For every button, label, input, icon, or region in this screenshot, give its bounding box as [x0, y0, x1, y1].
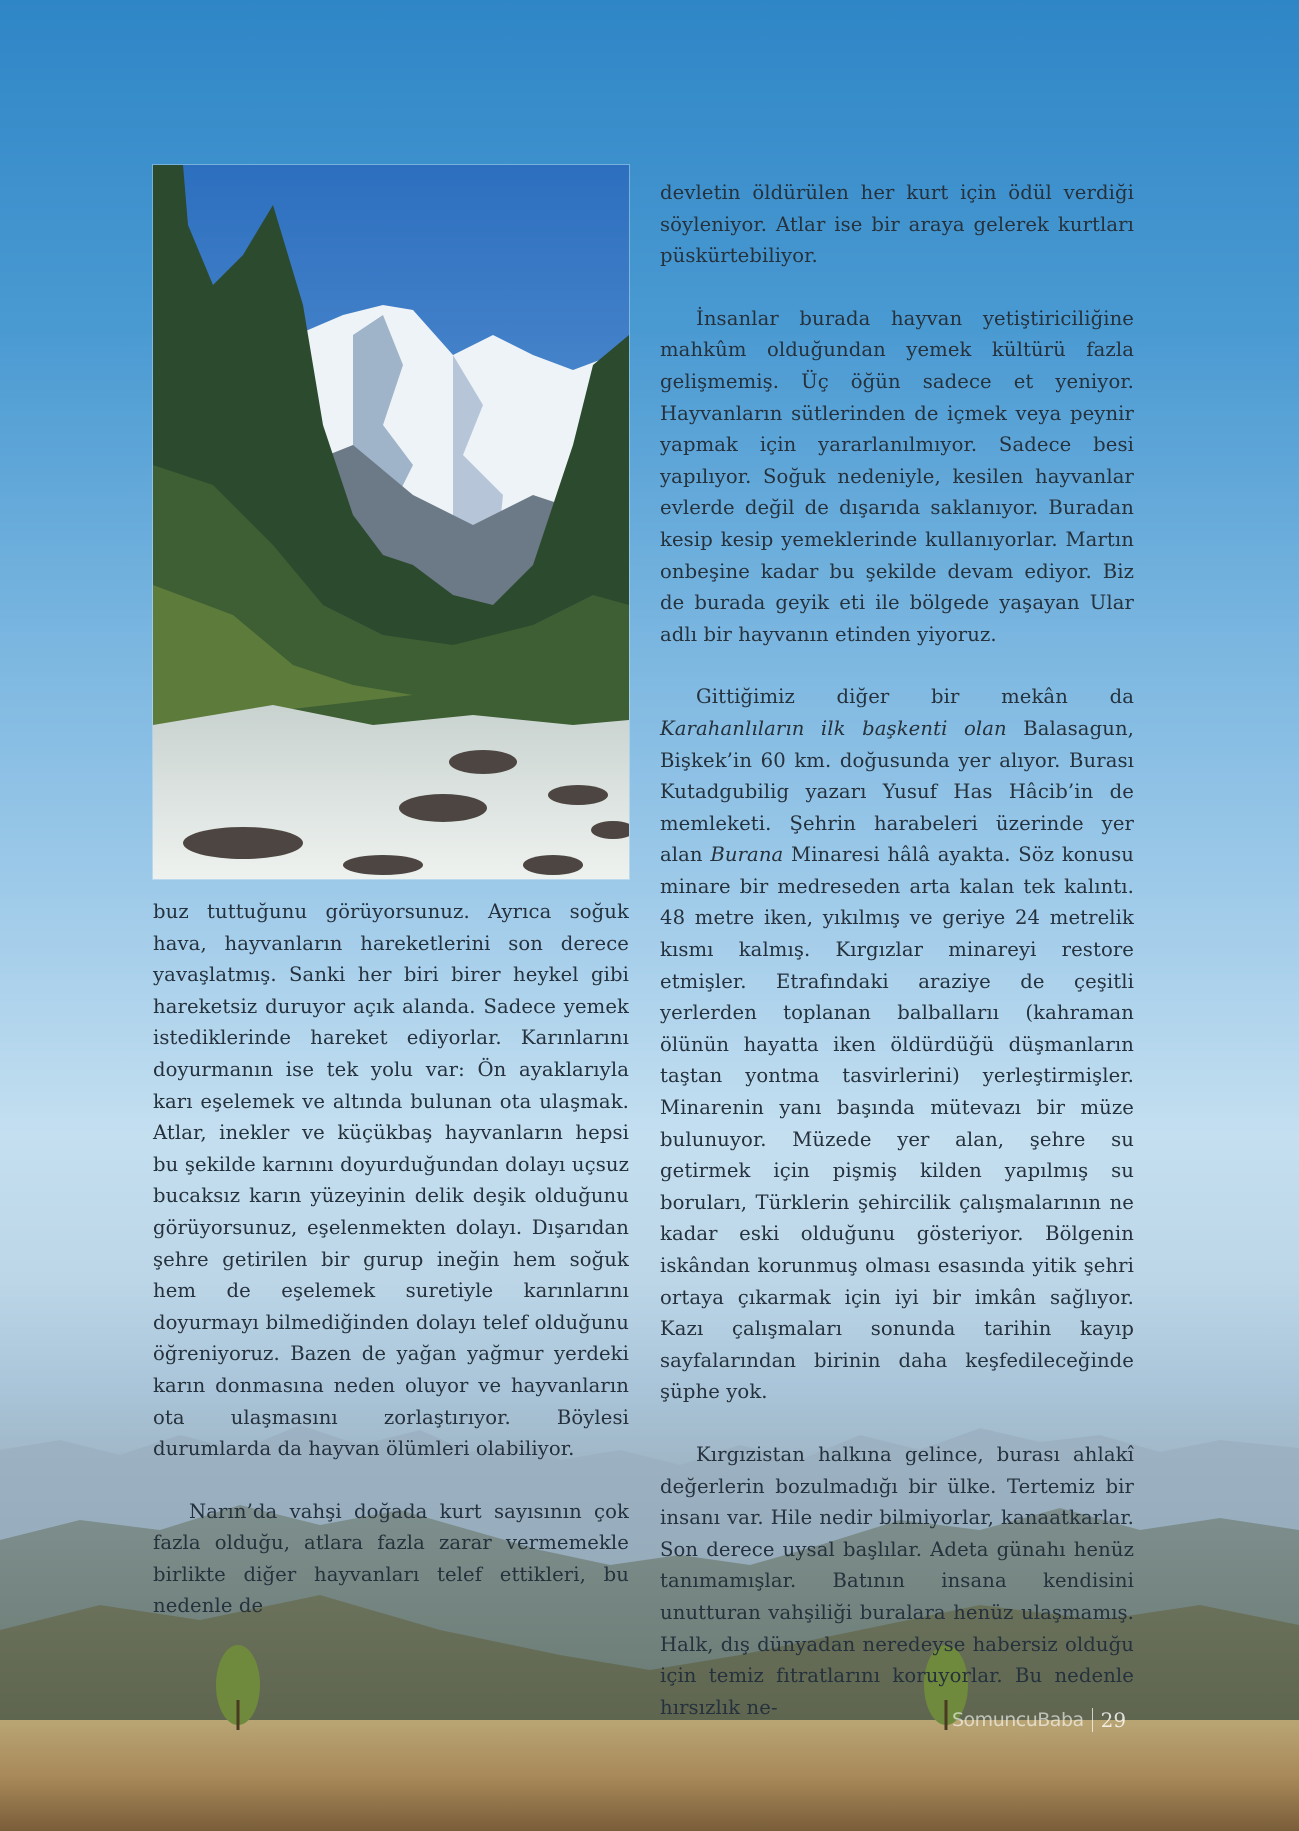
right-paragraph-2: İnsanlar burada hayvan yetiştiriciliğine mahkûm olduğundan yemek kültürü fazla gelişmemiş. Üç öğün sadece et yeniyor. Hayvanların sütlerinden de içmek veya peynir yapmak için yararlanılmıyor. Sadece besi yapılıyor. Soğuk nedeniyle, kesilen hayvanlar evlerde değil de dışarıda saklanıyor. Buradan kesip kesip yemeklerinde kullanıyorlar. Martın onbeşine kadar bu şekilde devam ediyor. Biz de burada geyik eti ile bölgede yaşayan Ular adlı bir hayvanın etinden yiyoruz. — [660, 306, 1134, 646]
footer-divider — [1092, 1708, 1093, 1732]
right-paragraph-3 — [660, 681, 1134, 1408]
left-paragraph-2: Narın’da vahşi doğada kurt sayısının çok fazla olduğu, atlara fazla zarar vermemekle birlikte diğer hayvanları telef ettikleri, bu nedenle de — [153, 1499, 629, 1618]
p3-italic-capital: Karahanlıların ilk başkenti olan — [660, 716, 1007, 740]
p3-mid: Balasagun, Bişkek’in 60 km. doğusunda yer alıyor. Burası Kutadgubilig yazarı Yusuf Has Hâcib’in de memleketi. Şehrin harabeleri üzerinde yer alan — [660, 716, 1134, 867]
p3-end: Minaresi hâlâ ayakta. Söz konusu minare bir medreseden arta kalan tek kalıntı. 48 metre iken, yıkılmış ve geriye 24 metrelik kısmı kalmış. Kırgızlar minareyi restore etmişler. Etrafındaki araziye de çeşitli yerlerden toplanan balballarıı (kahraman ölünün hayatta iken öldürdüğü düşmanların taştan yontma tasvirlerini) yerleştirmişler. Minarenin yanı başında mütevazı bir müze bulunuyor. Müzede yer alan, şehre su getirmek için pişmiş kilden yapılmış su boruları, Türklerin şehircilik çalışmalarının ne kadar eski olduğunu gösteriyor. Bölgenin iskândan korunmuş olması esasında yitik şehri ortaya çıkarmak için iyi bir imkân sağlıyor. Kazı çalışmaları sonunda tarihin kayıp sayfalarından birinin daha keşfedileceğinde şüphe yok. — [660, 843, 1134, 1404]
right-column-text — [660, 177, 1134, 1723]
p3-start: Gittiğimiz diğer bir mekân da — [696, 685, 1134, 709]
left-column-text — [153, 896, 629, 1622]
right-paragraph-1: devletin öldürülen her kurt için ödül verdiği söyleniyor. Atlar ise bir araya gelerek kurtları püskürtebiliyor. — [660, 181, 1134, 268]
page-footer — [952, 1702, 1126, 1738]
mountain-river-photo — [153, 165, 629, 879]
magazine-brand: SomuncuBaba — [952, 1709, 1084, 1731]
p3-italic-burana: Burana — [710, 843, 784, 867]
left-paragraph-1: buz tuttuğunu görüyorsunuz. Ayrıca soğuk hava, hayvanların hareketlerini son derece yavaşlatmış. Sanki her biri birer heykel gibi hareketsiz duruyor açık alanda. Sadece yemek istediklerinde hareket ediyorlar. Karınlarını doyurmanın ise tek yolu var: Ön ayaklarıyla karı eşelemek ve altında bulunan ota ulaşmak. Atlar, inekler ve küçükbaş hayvanların hepsi bu şekilde karnını doyurduğundan dolayı uçsuz bucaksız karın yüzeyinin delik deşik olduğunu görüyorsunuz, eşelenmekten dolayı. Dışarıdan şehre getirilen bir gurup ineğin hem soğuk hem de eşelemek suretiyle karınlarını doyurmayı bilmediğinden dolayı telef olduğunu öğreniyoruz. Bazen de yağan yağmur yerdeki karın donmasına neden oluyor ve hayvanların ota ulaşmasını zorlaştırıyor. Böylesi durumlarda da hayvan ölümleri olabiliyor. — [153, 900, 629, 1461]
page-number: 29 — [1100, 1708, 1127, 1732]
right-paragraph-4: Kırgızistan halkına gelince, burası ahlakî değerlerin bozulmadığı bir ülke. Tertemiz bir insanı var. Hile nedir bilmiyorlar, kanaatkarlar. Son derece uysal başlılar. Adeta günahı henüz tanımamışlar. Batının insana kendisini unutturan vahşiliği buralara henüz ulaşmamış. Halk, dış dünyadan neredeyse habersiz olduğu için temiz fıtratlarını koruyorlar. Bu nedenle hırsızlık ne- — [660, 1442, 1134, 1719]
